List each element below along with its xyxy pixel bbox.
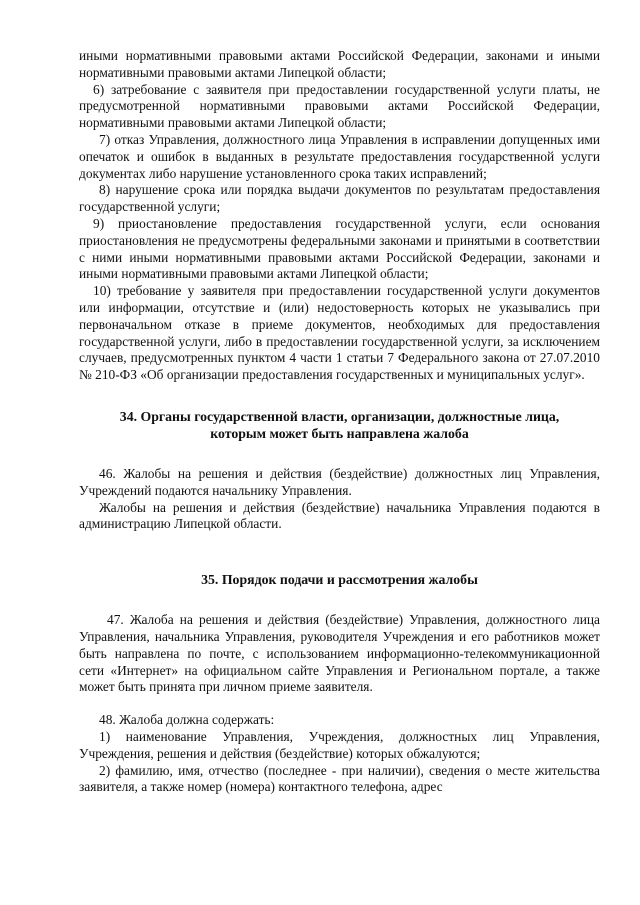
paragraph-item-9: 9) приостановление предоставления государственной услуги, если основания приостановления не предусмотрены федеральными законами и принятыми в соответствии с ними иными нормативными правовыми актами Российской Федерации, законами и иными нормативными правовыми актами Липецкой области; — [79, 215, 600, 282]
paragraph-item-5-tail: иными нормативными правовыми актами Российской Федерации, законами и иными нормативными правовыми актами Липецкой области; — [79, 48, 600, 80]
paragraph-item-47: 47. Жалоба на решения и действия (бездействие) Управления, должностного лица Управления, начальника Управления, руководителя Учреждения и его работников может быть направлена по почте, с использованием информационно-телекоммуникационной сети «Интернет» на официальном сайте Управления и Региональном портале, а также может быть принята при личном приеме заявителя. — [79, 612, 600, 695]
paragraph-item-48-1: 1) наименование Управления, Учреждения, должностных лиц Управления, Учреждения, решения и действия (бездействие) которых обжалуются; — [79, 728, 600, 761]
paragraph-item-46: 46. Жалобы на решения и действия (бездействие) должностных лиц Управления, Учреждений подаются начальнику Управления. — [79, 465, 600, 498]
paragraph-item-6: 6) затребование с заявителя при предоставлении государственной услуги платы, не предусмотренной нормативными правовыми актами Российской Федерации, нормативными правовыми актами Липецкой области; — [79, 81, 600, 131]
paragraph-item-46-cont: Жалобы на решения и действия (бездействие) начальника Управления подаются в администрацию Липецкой области. — [79, 499, 600, 532]
paragraph-item-48-2: 2) фамилию, имя, отчество (последнее - при наличии), сведения о месте жительства заявителя, а также номер (номера) контактного телефона, адрес — [79, 762, 600, 795]
section-34-heading-line1: 34. Органы государственной власти, организации, должностные лица, — [119, 408, 560, 424]
paragraph-item-10: 10) требование у заявителя при предоставлении государственной услуги документов или информации, отсутствие и (или) недостоверность которых не указывались при первоначальном отказе в приеме документов, необходимых для предоставления государственной услуги, либо в предоставлении государственной услуги, за исключением случаев, предусмотренных пунктом 4 части 1 статьи 7 Федерального закона от 27.07.2010 № 210-ФЗ «Об организации предоставления государственных и муниципальных услуг». — [79, 283, 600, 383]
section-34-heading — [79, 408, 600, 442]
section-35-heading: 35. Порядок подачи и рассмотрения жалобы — [201, 572, 478, 588]
section-34-heading-line2: которым может быть направлена жалоба — [210, 425, 469, 441]
paragraph-item-7: 7) отказ Управления, должностного лица Управления в исправлении допущенных ими опечаток и ошибок в выданных в результате предоставления государственной услуги документах либо нарушение установленного срока таких исправлений; — [79, 131, 600, 181]
paragraph-item-8: 8) нарушение срока или порядка выдачи документов по результатам предоставления государственной услуги; — [79, 182, 600, 215]
paragraph-item-48: 48. Жалоба должна содержать: — [99, 712, 275, 728]
